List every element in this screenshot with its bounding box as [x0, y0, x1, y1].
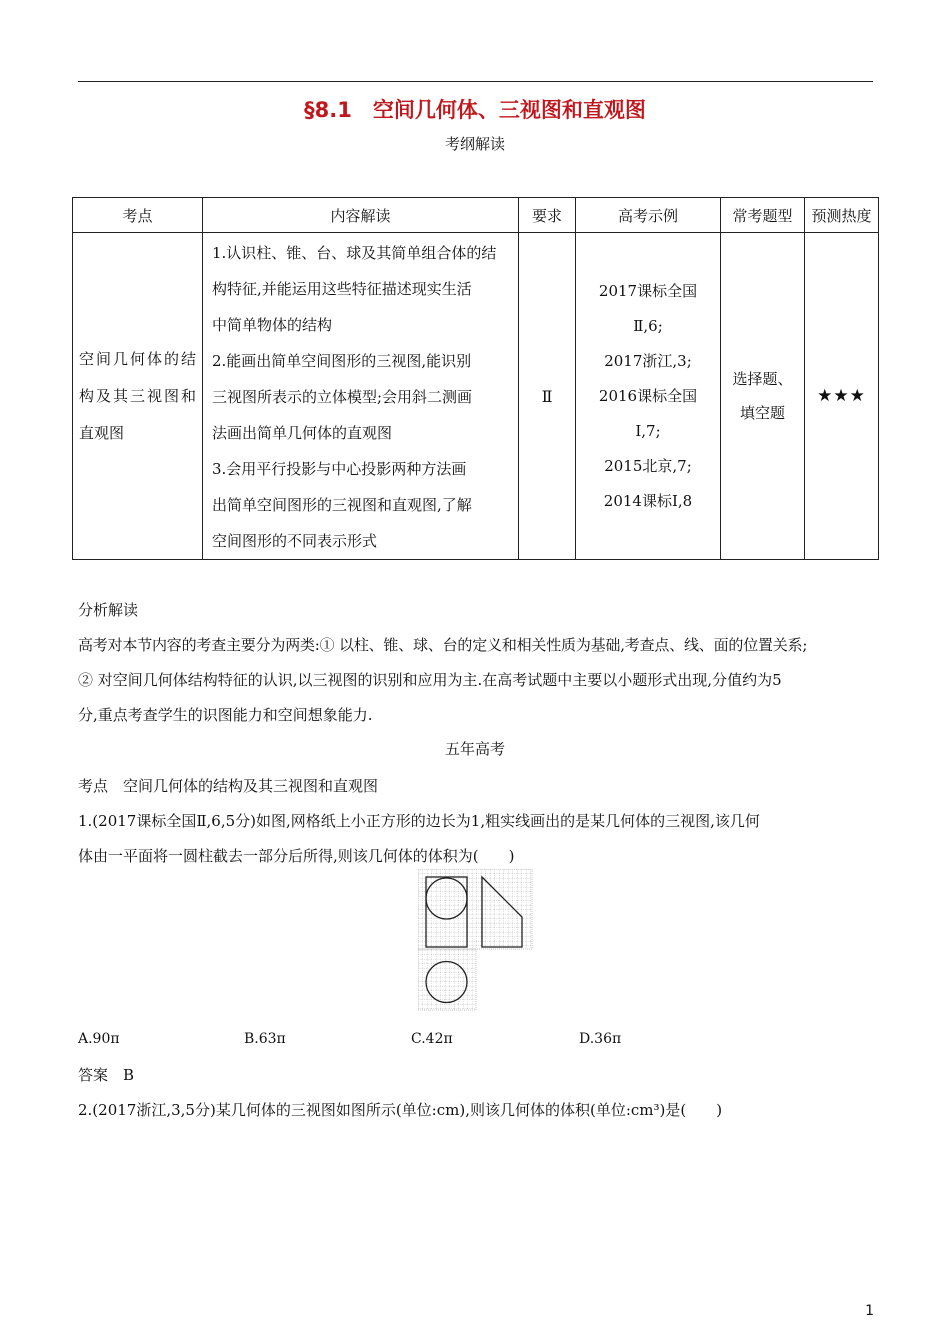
type-line: 选择题、 [732, 370, 793, 388]
example-line: 2016课标全国 [598, 386, 698, 405]
header-content: 内容解读 [203, 198, 519, 233]
example-line: 2017浙江,3; [604, 351, 692, 370]
example-line: 2014课标Ⅰ,8 [603, 491, 693, 510]
topic-line: 考点 空间几何体的结构及其三视图和直观图 [78, 777, 379, 795]
example-line: 2017课标全国 [598, 281, 698, 300]
content-line: 三视图所表示的立体模型;会用斜二测画 [212, 388, 473, 406]
choice-b[interactable]: B.63π [244, 1031, 286, 1047]
q1-line: 体由一平面将一圆柱截去一部分后所得,则该几何体的体积为( ) [78, 847, 515, 865]
analysis-heading: 分析解读 [78, 601, 139, 619]
table-row [73, 233, 879, 560]
header-examples: 高考示例 [576, 198, 721, 233]
content-line: 法画出简单几何体的直观图 [212, 424, 393, 442]
analysis-section [78, 593, 888, 733]
content-line: 出简单空间图形的三视图和直观图,了解 [212, 496, 472, 514]
three-view-svg [418, 869, 533, 1013]
type-line: 填空题 [739, 404, 785, 422]
analysis-line: ② 对空间几何体结构特征的认识,以三视图的识别和应用为主.在高考试题中主要以小题形式出现,分值约为5 [78, 671, 782, 689]
content-line: 2.能画出简单空间图形的三视图,能识别 [212, 352, 472, 370]
page-number: 1 [865, 1303, 874, 1319]
content-line: 1.认识柱、锥、台、球及其简单组合体的结 [212, 244, 497, 262]
header-types: 常考题型 [721, 198, 805, 233]
outline-subtitle: 考纲解读 [444, 135, 505, 153]
question-1 [78, 769, 888, 874]
answer-and-q2 [78, 1058, 888, 1128]
q2-line: 2.(2017浙江,3,5分)某几何体的三视图如图所示(单位:cm),则该几何体的体积(单位:cm³)是( ) [78, 1101, 723, 1119]
analysis-line: 高考对本节内容的考查主要分为两类:① 以柱、锥、球、台的定义和相关性质为基础,考查点、线、面的位置关系; [78, 636, 808, 654]
content-line: 3.会用平行投影与中心投影两种方法画 [212, 460, 467, 478]
table-header-row [73, 198, 879, 233]
cell-content [203, 233, 519, 560]
header-kaodian: 考点 [73, 198, 203, 233]
analysis-line: 分,重点考查学生的识图能力和空间想象能力. [78, 706, 373, 724]
cell-types [721, 233, 805, 560]
content-line: 空间图形的不同表示形式 [212, 532, 378, 550]
q1-answer: 答案 B [78, 1066, 135, 1084]
header-rule [78, 81, 873, 82]
cell-heat-stars: ★★★ [805, 233, 879, 560]
example-line: Ⅱ,6; [633, 316, 663, 335]
choice-c[interactable]: C.42π [411, 1031, 453, 1047]
header-heat: 预测热度 [805, 198, 879, 233]
cell-kaodian: 空间几何体的结构及其三视图和直观图 [73, 233, 203, 560]
choice-a[interactable]: A.90π [78, 1031, 120, 1047]
cell-requirement: Ⅱ [519, 233, 576, 560]
outline-table [72, 197, 879, 560]
cell-examples [576, 233, 721, 560]
q1-line: 1.(2017课标全国Ⅱ,6,5分)如图,网格纸上小正方形的边长为1,粗实线画出的是某几何体的三视图,该几何 [78, 812, 760, 830]
content-line: 中简单物体的结构 [212, 316, 333, 334]
content-line: 构特征,并能运用这些特征描述现实生活 [212, 280, 472, 298]
example-line: Ⅰ,7; [635, 421, 661, 440]
section-heading: 五年高考 [444, 740, 505, 758]
q1-choices [0, 1031, 950, 1055]
example-line: 2015北京,7; [604, 456, 692, 475]
section-title: §8.1 空间几何体、三视图和直观图 [304, 98, 646, 122]
three-view-figure [418, 869, 533, 1017]
choice-d[interactable]: D.36π [579, 1031, 622, 1047]
header-requirement: 要求 [519, 198, 576, 233]
